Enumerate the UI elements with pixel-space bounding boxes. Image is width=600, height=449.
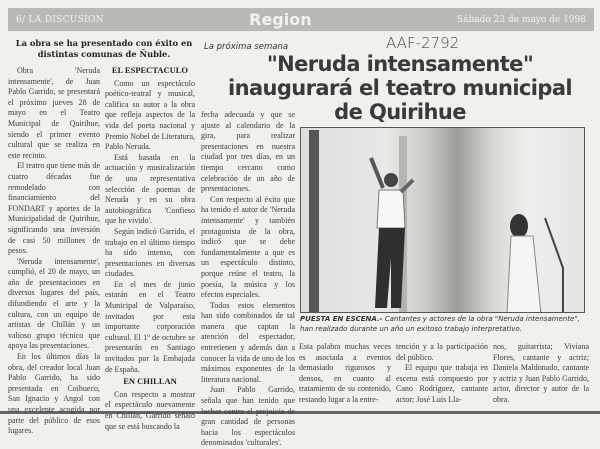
caption-text: Cantantes y actores de la obra "Neruda intensamente", han realizado durante un año un exitoso trabajo interpretativo. [300,315,580,333]
kicker: La próxima semana [204,42,289,52]
stage-photo [300,127,585,313]
paragraph: Según indicó Garrido, el trabajo en el último tiempo ha sido intenso, con presentaciones en diversas ciudades. [105,226,195,279]
photo-caption [300,314,590,334]
paragraph: En los últimos días la obra, del creador local Juan Pablo Garrido, ha sido presentada en Coihueco, San Ignacio y Angol con una excelente acogida por parte del público de esos lugares. [8,352,100,436]
paragraph: Todos estos elementos han sido combinados de tal manera que captan la atención del espectador, entretienen y además dan a conocer la vida de uno de los máximos exponentes de la literatura nacional. [201,300,295,384]
paragraph: Esta palabra muchas veces es asociada a eventos demasiado rigurosos y densos, en cuanto al tratamiento de su contenido, restando lugar a la entre- [299,342,391,404]
newspaper-page-label: 6/ LA DISCUSION [16,14,104,25]
section-heading: EN CHILLAN [123,376,177,387]
article-column-4 [299,342,391,406]
paragraph: fecha adecuada y que se ajuste al calendario de la gira, para realizar presentaciones en nuestra ciudad por tres días, en un tiempo cercano como celebración de un año de presentaciones. [201,110,295,194]
subheadline: La obra se ha presentado con éxito en distintas comunas de Ñuble. [15,38,193,59]
article-column-6 [493,342,589,406]
article-column-3 [201,110,295,449]
article-column-5 [396,342,488,406]
headline: "Neruda intensamente" inaugurará el teatro municipal de Quirihue [228,52,572,124]
paragraph: 'Neruda intensamente', cumplió, el 20 de mayo, un año de presentaciones en diversos lugares del país, difundiendo el arte y la cultura, con un equipo de artistas de Chillán y un valioso grupo técnico que apoya las presentaciones. [8,256,100,351]
paragraph: Como un espectáculo poético-teatral y musical, califica su autor a la obra que refleja aspectos de la vida del poeta nacional y Premio Nobel de Literatura, Pablo Neruda. [105,78,195,152]
door-frame [309,130,319,313]
actress-figure [507,214,563,313]
paragraph: Está basada en la actuación y musicalización de una representativa selección de poemas de Neruda y en su obra autobiográfica 'Confieso que he vivido'. [105,152,195,226]
paragraph: nos, guitarrista; Viviana Flores, cantante y actriz; Daniela Maldonado, cantante y actriz y Juan Pablo Garrido, actor, director y autor de la obra. [493,342,589,404]
article-column-2 [105,64,195,432]
paragraph: En el mes de junio estarán en el Teatro Municipal de Valparaíso, invitados por esta importante corporación cultural. El 1º de octubre se presentarán en Santiago invitados por la Embajada de España. [105,279,195,374]
paragraph: Con respecto al éxito que ha tenido el autor de 'Neruda intensamente' y también protagonista de la obra, indicó que se debe fundamentalmente a que es un espectáculo distinto, porque reúne el teatro, la poesía, la música y los efectos especiales. [201,194,295,300]
article-column-1 [8,66,100,437]
paragraph: El teatro que tiene más de cuatro décadas fue remodelado con financiamiento del FONDART y aportes de la Municipalidad de Quirihue, significando una inversión de casi 50 millones de pesos. [8,161,100,256]
section-title: Region [249,10,312,29]
paragraph: Juan Pablo Garrido, señala que han tenido que luchar contra el prejuicio de gran cantidad de personas hacia los espectáculos denominados 'culturales'. [201,385,295,448]
paragraph: tención y a la participación del público. [396,342,488,362]
section-heading: EL ESPECTACULO [111,65,189,75]
issue-date: Sábado 23 de mayo de 1998 [456,14,586,25]
paragraph: Con respecto a mostrar el espectáculo nuevamente en Chillán, Garrido señaló que se está buscando la [105,389,195,431]
section-header-band [8,8,594,31]
archive-stamp: AAF-2792 [386,34,460,52]
paragraph: El equipo que trabaja en escena está compuesto por Cano Rodríguez, cantante actor; José Luis Lla- [396,363,488,404]
paragraph: Obra 'Neruda intensamente', de Juan Pablo Garrido, se presentará el próximo jueves 28 de mayo en el Teatro Municipal de Quirihue, siendo el primer evento cultural que se realiza en este recinto. [8,66,100,160]
caption-lead: PUESTA EN ESCENA.- [300,315,383,323]
